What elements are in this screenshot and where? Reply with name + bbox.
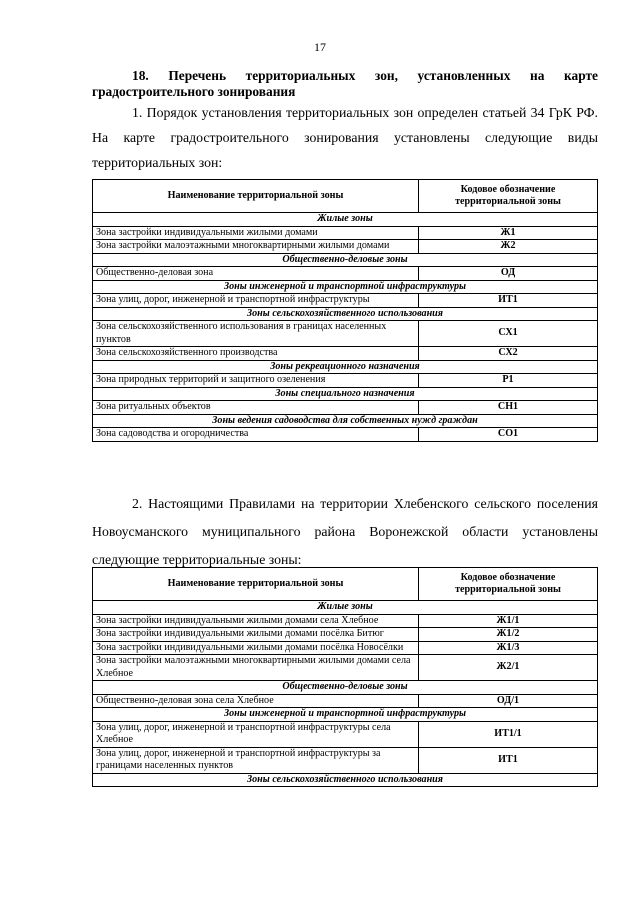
- zone-name-cell: Зона природных территорий и защитного озеленения: [93, 374, 419, 388]
- page-number: 17: [314, 40, 326, 54]
- zone-group-row: [93, 773, 598, 787]
- zone-group-row: [93, 280, 598, 294]
- zone-group-title: Общественно-деловые зоны: [93, 681, 598, 695]
- zone-row: [93, 628, 598, 642]
- zone-code-cell: СО1: [419, 428, 598, 442]
- zone-name-cell: Зона сельскохозяйственного использования в границах населенных пунктов: [93, 321, 419, 347]
- zone-name-cell: Зона застройки индивидуальными жилыми домами посёлка Битюг: [93, 628, 419, 642]
- zone-code-cell: СХ1: [419, 321, 598, 347]
- zone-group-row: [93, 708, 598, 722]
- column-header-zone-name: Наименование территориальной зоны: [93, 180, 419, 213]
- zone-code-cell: Ж1: [419, 226, 598, 240]
- table-header-row: [93, 568, 598, 601]
- zone-row: [93, 240, 598, 254]
- zone-name-cell: Зона сельскохозяйственного производства: [93, 347, 419, 361]
- section-heading: 18. Перечень территориальных зон, установленных на карте градостроительного зонирования: [92, 68, 598, 99]
- column-header-zone-name: Наименование территориальной зоны: [93, 568, 419, 601]
- zone-row: [93, 294, 598, 308]
- zone-name-cell: Зона застройки индивидуальными жилыми домами: [93, 226, 419, 240]
- zone-group-title: Зоны специального назначения: [93, 387, 598, 401]
- zone-name-cell: Общественно-деловая зона села Хлебное: [93, 694, 419, 708]
- zone-group-title: Жилые зоны: [93, 601, 598, 615]
- zone-name-cell: Общественно-деловая зона: [93, 267, 419, 281]
- zone-code-cell: Р1: [419, 374, 598, 388]
- zone-group-title: Зоны сельскохозяйственного использования: [93, 307, 598, 321]
- zone-name-cell: Зона улиц, дорог, инженерной и транспортной инфраструктуры за границами населенных пунктов: [93, 747, 419, 773]
- zone-name-cell: Зона ритуальных объектов: [93, 401, 419, 415]
- zone-code-cell: ИТ1: [419, 294, 598, 308]
- zone-name-cell: Зона застройки малоэтажными многоквартирными жилыми домами: [93, 240, 419, 254]
- zone-group-title: Жилые зоны: [93, 213, 598, 227]
- zone-row: [93, 721, 598, 747]
- zone-group-title: Зоны сельскохозяйственного использования: [93, 773, 598, 787]
- zone-group-row: [93, 414, 598, 428]
- zone-code-cell: ИТ1/1: [419, 721, 598, 747]
- table-header-row: [93, 180, 598, 213]
- zone-group-row: [93, 213, 598, 227]
- zone-code-cell: СН1: [419, 401, 598, 415]
- zones-table-settlement: [92, 567, 598, 787]
- zone-row: [93, 267, 598, 281]
- zone-row: [93, 374, 598, 388]
- zone-group-title: Зоны рекреационного назначения: [93, 360, 598, 374]
- zone-code-cell: ОД: [419, 267, 598, 281]
- zone-name-cell: Зона застройки малоэтажными многоквартирными жилыми домами села Хлебное: [93, 655, 419, 681]
- zone-name-cell: Зона застройки индивидуальными жилыми домами посёлка Новосёлки: [93, 641, 419, 655]
- zone-row: [93, 655, 598, 681]
- table-body: [93, 213, 598, 442]
- table-body: [93, 601, 598, 787]
- paragraph-2: 2. Настоящими Правилами на территории Хлебенского сельского поселения Новоусманского муниципального района Воронежской области установлены следующие территориальные зоны:: [92, 496, 598, 567]
- column-header-zone-code: Кодовое обозначение территориальной зоны: [419, 568, 598, 601]
- zone-code-cell: ИТ1: [419, 747, 598, 773]
- zone-row: [93, 694, 598, 708]
- zone-group-title: Зоны ведения садоводства для собственных нужд граждан: [93, 414, 598, 428]
- zone-group-row: [93, 601, 598, 615]
- zone-name-cell: Зона застройки индивидуальными жилыми домами села Хлебное: [93, 614, 419, 628]
- zone-name-cell: Зона улиц, дорог, инженерной и транспортной инфраструктуры: [93, 294, 419, 308]
- zone-row: [93, 614, 598, 628]
- zone-group-title: Зоны инженерной и транспортной инфраструктуры: [93, 708, 598, 722]
- zones-table-general: [92, 179, 598, 442]
- zone-group-row: [93, 360, 598, 374]
- zone-code-cell: Ж1/1: [419, 614, 598, 628]
- zone-group-title: Зоны инженерной и транспортной инфраструктуры: [93, 280, 598, 294]
- zone-name-cell: Зона садоводства и огородничества: [93, 428, 419, 442]
- zone-name-cell: Зона улиц, дорог, инженерной и транспортной инфраструктуры села Хлебное: [93, 721, 419, 747]
- column-header-zone-code: Кодовое обозначение территориальной зоны: [419, 180, 598, 213]
- zone-code-cell: Ж2: [419, 240, 598, 254]
- zone-code-cell: Ж2/1: [419, 655, 598, 681]
- zone-group-title: Общественно-деловые зоны: [93, 253, 598, 267]
- zone-group-row: [93, 681, 598, 695]
- zone-group-row: [93, 387, 598, 401]
- zone-row: [93, 747, 598, 773]
- zone-code-cell: СХ2: [419, 347, 598, 361]
- zone-code-cell: Ж1/3: [419, 641, 598, 655]
- zone-row: [93, 347, 598, 361]
- zone-row: [93, 321, 598, 347]
- paragraph-1: 1. Порядок установления территориальных зон определен статьей 34 ГрК РФ. На карте градостроительного зонирования установлены следующие виды территориальных зон:: [92, 105, 598, 170]
- zone-code-cell: ОД/1: [419, 694, 598, 708]
- zone-group-row: [93, 307, 598, 321]
- zone-group-row: [93, 253, 598, 267]
- zone-row: [93, 401, 598, 415]
- zone-row: [93, 641, 598, 655]
- zone-row: [93, 428, 598, 442]
- zone-code-cell: Ж1/2: [419, 628, 598, 642]
- zone-row: [93, 226, 598, 240]
